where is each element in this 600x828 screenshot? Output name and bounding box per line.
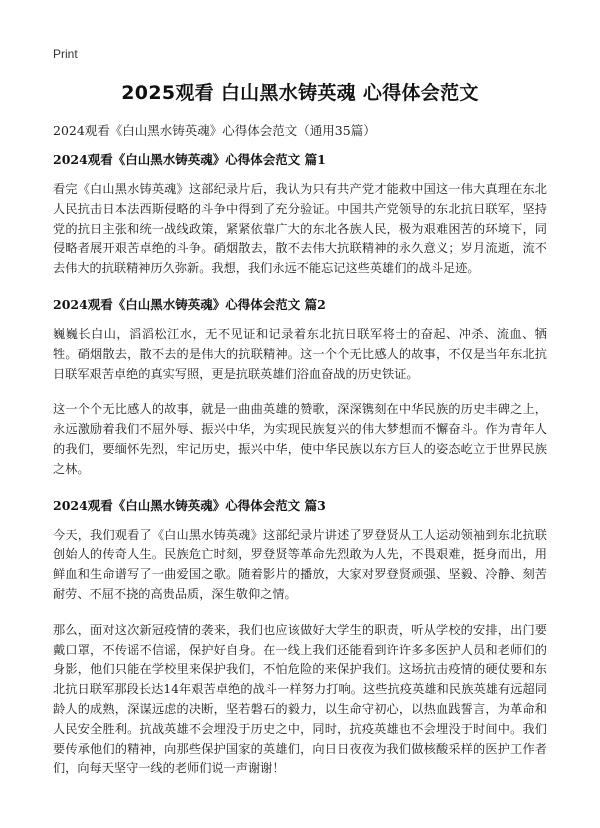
section-paragraph: 今天，我们观看了《白山黑水铸英魂》这部纪录片讲述了罗登贤从工人运动领袖到东北抗联创始人的传奇人生。民族危亡时刻，罗登贤等革命先烈敢为人先，不畏艰难，挺身而出，用鲜血和生命谱写了一曲爱国之歌。随着影片的播放，大家对罗登贤顽强、坚毅、冷静、刻苦耐劳、不屈不挠的高贵品质，深生敬仰之情。 — [53, 527, 547, 601]
section-paragraph: 那么，面对这次新冠疫情的袭来，我们也应该做好大学生的职责，听从学校的安排，出门要戴口罩，不传谣不信谣，保护好自身。在一线上我们还能看到许许多多医护人员和老师们的身影，他们只能在学校里来保护我们，不怕危险的来保护我们。这场抗击疫情的硬仗要和东北抗日联军那段长达14年艰苦卓绝的战斗一样努力打响。这些抗疫英雄和民族英雄有远超同龄人的成熟，深谋远虑的决断，坚若磐石的毅力，以生命守初心，以热血践誓言，为革命和人民安全胜利。抗战英雄不会埋没于历史之中，同时，抗疫英雄也不会埋没于时间中。我们要传承他们的精神，向那些保护国家的英雄们，向日日夜夜为我们做核酸采样的医护工作者们，向每天坚守一线的老师们说一声谢谢！ — [53, 622, 547, 776]
section-heading: 2024观看《白山黑水铸英魂》心得体会范文 篇1 — [53, 152, 326, 167]
section-paragraph: 这一个个无比感人的故事，就是一曲曲英雄的赞歌，深深镌刻在中华民族的历史丰碑之上，永远激励着我们不屈外辱、振兴中华，为实现民族复兴的伟大梦想而不懈奋斗。作为青年人的我们，要缅怀先烈，牢记历史，振兴中华，使中华民族以东方巨人的姿态屹立于世界民族之林。 — [53, 402, 547, 476]
essay-section-2 — [53, 295, 547, 480]
essay-section-3 — [53, 496, 547, 780]
section-heading: 2024观看《白山黑水铸英魂》心得体会范文 篇3 — [53, 497, 326, 513]
section-heading: 2024观看《白山黑水铸英魂》心得体会范文 篇2 — [53, 296, 326, 312]
page-title: 2025观看 白山黑水铸英魂 心得体会范文 — [121, 82, 479, 104]
document-body — [53, 150, 547, 795]
section-paragraph: 巍巍长白山，滔滔松江水，无不见证和记录着东北抗日联军将士的奋起、冲杀、流血、牺牲。硝烟散去，散不去的是伟大的抗联精神。这一个个无比感人的故事，不仅是当年东北抗日联军艰苦卓绝的真实写照，更是抗联英雄们浴血奋战的历史铁证。 — [53, 326, 547, 381]
page-subtitle: 2024观看《白山黑水铸英魂》心得体会范文（通用35篇） — [53, 123, 376, 138]
essay-section-1 — [53, 150, 547, 279]
print-link[interactable]: Print — [53, 47, 78, 61]
section-paragraph: 看完《白山黑水铸英魂》这部纪录片后，我认为只有共产党才能救中国这一伟大真理在东北人民抗击日本法西斯侵略的斗争中得到了充分验证。中国共产党领导的东北抗日联军，坚持党的抗日主张和统一战线政策，紧紧依靠广大的东北各族人民，极为艰难困苦的环境下，同侵略者展开艰苦卓绝的斗争。硝烟散去，散不去伟大抗联精神的永久意义；岁月流逝，流不去伟大的抗联精神历久弥新。我想，我们永远不能忘记这些英雄们的战斗足迹。 — [53, 182, 547, 276]
